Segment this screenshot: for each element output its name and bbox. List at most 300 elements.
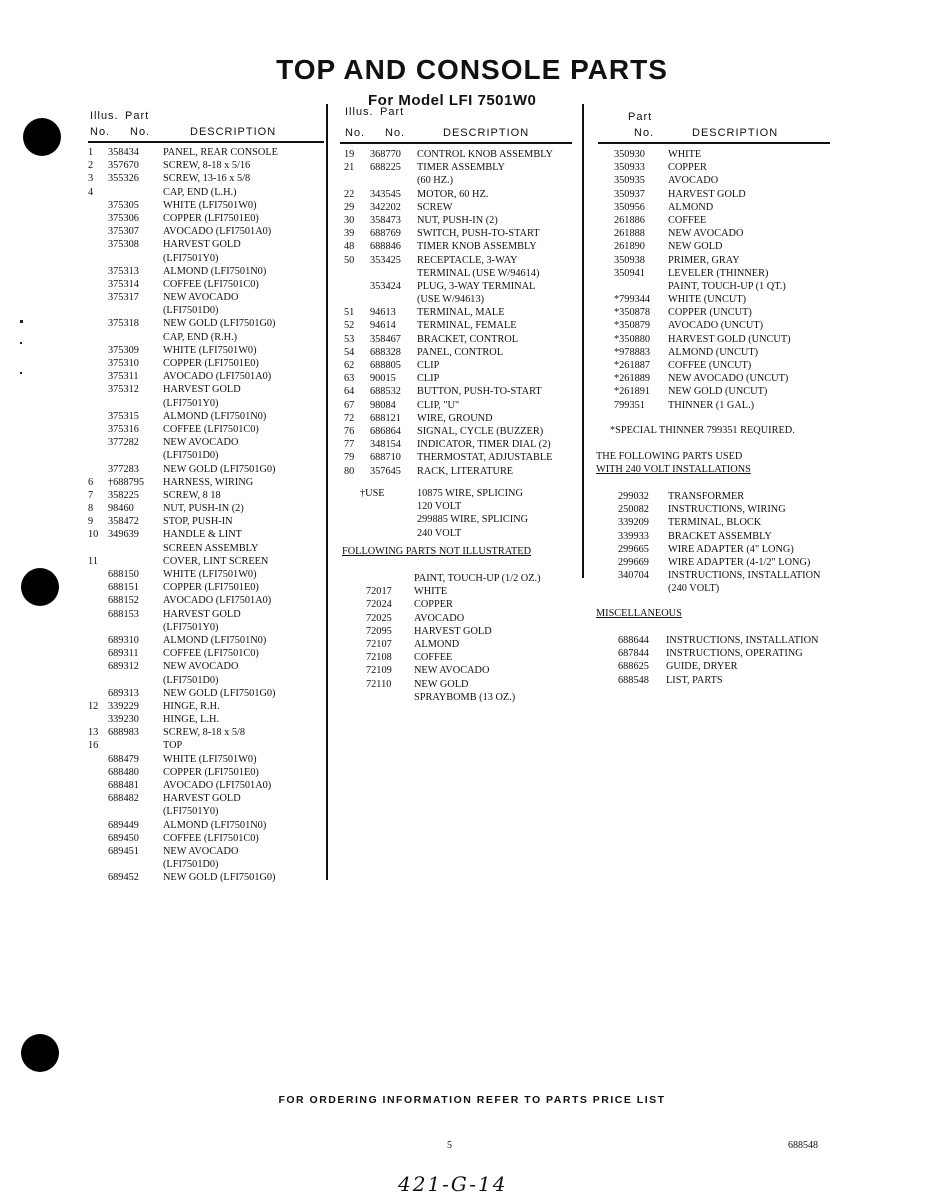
part-number: 357645 (370, 465, 401, 477)
description: ALMOND (LFI7501N0) (163, 634, 267, 646)
description: NUT, PUSH-IN (2) (417, 214, 498, 226)
part-number: 358472 (108, 516, 139, 528)
part-number: 689311 (108, 648, 139, 660)
parts-row (342, 500, 578, 513)
parts-row (342, 612, 578, 625)
illus-number: 51 (344, 307, 355, 319)
parts-row (598, 530, 838, 543)
illus-number: 2 (88, 160, 94, 172)
parts-row (598, 267, 838, 280)
description: INSTRUCTIONS, INSTALLATION (666, 635, 819, 646)
parts-row (88, 225, 324, 238)
parts-row (598, 569, 838, 582)
parts-row (342, 399, 578, 412)
part-number: 688151 (108, 582, 139, 594)
col1-description-header: DESCRIPTION (190, 126, 277, 138)
description: COVER, LINT SCREEN (163, 555, 269, 567)
part-number: 377282 (108, 437, 139, 449)
part-number: 375317 (108, 292, 139, 304)
part-number: *350880 (614, 333, 651, 345)
part-number: 688644 (618, 635, 649, 646)
parts-row (88, 766, 324, 779)
illus-number: 3 (88, 173, 94, 185)
description: HARVEST GOLD (163, 239, 241, 251)
illus-number: 77 (344, 439, 355, 451)
parts-row (88, 199, 324, 212)
description: NEW AVOCADO (163, 292, 239, 304)
description: PAINT, TOUCH-UP (1 QT.) (668, 280, 786, 292)
part-number: 687844 (618, 648, 649, 660)
description: (240 VOLT) (668, 583, 720, 595)
part-number: *261887 (614, 360, 651, 371)
col2-header-rule (340, 142, 572, 144)
illus-number: 63 (344, 373, 355, 385)
description: HARVEST GOLD (163, 608, 241, 620)
part-number: 72107 (366, 638, 392, 650)
description: NEW AVOCADO (163, 437, 239, 449)
parts-row (342, 651, 578, 664)
description: PRIMER, GRAY (668, 254, 740, 266)
description: ALMOND (UNCUT) (668, 346, 759, 358)
parts-row (598, 188, 838, 201)
part-number: 342202 (370, 201, 401, 213)
illus-number: 7 (88, 489, 94, 501)
description: (LFI7501D0) (163, 305, 219, 317)
parts-row (598, 333, 838, 346)
description: HARNESS, WIRING (163, 476, 254, 488)
col3-no-header: No. (634, 127, 655, 139)
parts-row (342, 678, 578, 691)
parts-row (342, 359, 578, 372)
illus-number: 21 (344, 162, 355, 174)
description: WHITE (LFI7501W0) (163, 569, 257, 580)
description: CAP, END (L.H.) (163, 186, 237, 198)
parts-row (342, 346, 578, 359)
description: WHITE (414, 586, 448, 598)
description: HARVEST GOLD (414, 625, 492, 637)
part-number: *799344 (614, 294, 651, 306)
parts-row (88, 858, 324, 871)
parts-row (598, 201, 838, 214)
description: WHITE (UNCUT) (668, 294, 747, 306)
part-number: 375309 (108, 344, 139, 356)
part-number: 339229 (108, 700, 139, 712)
parts-row (88, 700, 324, 713)
parts-row (88, 397, 324, 410)
part-number: 261888 (614, 228, 645, 240)
part-number: 799351 (614, 399, 645, 411)
parts-row (88, 819, 324, 832)
part-number: 72095 (366, 625, 392, 637)
illus-number: 6 (88, 476, 94, 488)
description: SPRAYBOMB (13 OZ.) (414, 691, 516, 703)
part-number: 688710 (370, 452, 401, 464)
parts-row (88, 713, 324, 726)
description: AVOCADO (414, 612, 465, 624)
part-number: 358434 (108, 147, 139, 158)
description: COPPER (LFI7501E0) (163, 582, 259, 594)
description: SCREW, 8-18 x 5/8 (163, 727, 246, 739)
parts-row (342, 319, 578, 332)
part-number: *261889 (614, 373, 651, 385)
description: WHITE (LFI7501W0) (163, 753, 257, 765)
part-number: †688795 (108, 476, 145, 488)
parts-row (88, 357, 324, 370)
col2-use-notes (342, 487, 578, 540)
description: BUTTON, PUSH-TO-START (417, 386, 542, 398)
description: NEW AVOCADO (163, 845, 239, 857)
description: INDICATOR, TIMER DIAL (2) (417, 439, 551, 451)
parts-row (342, 214, 578, 227)
col3-part-header: Part (628, 111, 653, 123)
illus-number: 64 (344, 386, 355, 398)
parts-row (598, 556, 838, 569)
description: COPPER (LFI7501E0) (163, 212, 259, 224)
part-number: 688482 (108, 793, 139, 805)
part-number: 72109 (366, 665, 392, 677)
parts-row (342, 412, 578, 425)
parts-row (88, 832, 324, 845)
illus-number: 22 (344, 188, 355, 200)
description: 299885 WIRE, SPLICING (417, 514, 529, 526)
part-number: 688769 (370, 228, 401, 240)
parts-row (342, 451, 578, 464)
parts-row (598, 148, 838, 161)
col3-paint-list (598, 148, 838, 412)
parts-row (598, 280, 838, 293)
part-number: 688328 (370, 346, 401, 358)
parts-row (598, 319, 838, 332)
part-number: 72017 (366, 586, 392, 598)
part-number: 299665 (618, 543, 649, 555)
parts-row (598, 346, 838, 359)
part-number: 261890 (614, 241, 645, 253)
col3-misc-heading: MISCELLANEOUS (596, 608, 682, 619)
part-number: 375305 (108, 199, 139, 211)
part-number: 350937 (614, 188, 645, 200)
part-number: 375308 (108, 239, 139, 251)
part-number: 375315 (108, 410, 139, 422)
parts-row (342, 333, 578, 346)
parts-row (88, 542, 324, 555)
part-number: 94613 (370, 307, 396, 319)
col3-header-rule (598, 142, 830, 144)
parts-row (342, 438, 578, 451)
description: (LFI7501D0) (163, 859, 219, 871)
description: HARVEST GOLD (668, 188, 746, 200)
parts-row (598, 582, 838, 595)
part-number: 689451 (108, 845, 139, 857)
description: TIMER ASSEMBLY (417, 162, 505, 174)
parts-row (88, 871, 324, 884)
part-number: 688481 (108, 780, 139, 791)
description: SCREW (417, 201, 453, 213)
description: TRANSFORMER (668, 491, 745, 502)
parts-row (88, 146, 324, 159)
parts-row (88, 370, 324, 383)
description: ALMOND (414, 638, 460, 650)
part-number: 343545 (370, 188, 401, 200)
part-number: 355326 (108, 173, 139, 185)
description: SIGNAL, CYCLE (BUZZER) (417, 425, 544, 437)
parts-row (88, 660, 324, 673)
part-number: 72025 (366, 612, 392, 624)
description: (60 HZ.) (417, 175, 454, 187)
description: RACK, LITERATURE (417, 465, 514, 477)
parts-row (88, 528, 324, 541)
description: TIMER KNOB ASSEMBLY (417, 241, 537, 253)
description: RECEPTACLE, 3-WAY (417, 254, 518, 266)
model-subtitle: For Model LFI 7501W0 (368, 92, 537, 109)
description: WIRE ADAPTER (4-1/2" LONG) (668, 556, 811, 568)
parts-row (598, 306, 838, 319)
parts-row (598, 516, 838, 529)
description: TERMINAL, MALE (417, 307, 505, 319)
parts-row (598, 240, 838, 253)
parts-row (88, 159, 324, 172)
parts-row (88, 331, 324, 344)
parts-row (88, 621, 324, 634)
illus-number: 53 (344, 333, 355, 345)
illus-number: 11 (88, 555, 98, 567)
illus-number: 79 (344, 452, 355, 464)
description: COPPER (414, 599, 453, 611)
parts-row (88, 594, 324, 607)
part-number: 688548 (618, 674, 649, 686)
parts-row (88, 265, 324, 278)
part-number: 688625 (618, 661, 649, 673)
page-number: 5 (447, 1140, 452, 1151)
description: (LFI7501Y0) (163, 806, 219, 818)
parts-row (88, 581, 324, 594)
part-number: *978883 (614, 346, 651, 358)
parts-row (88, 502, 324, 515)
parts-row (598, 647, 838, 660)
col3-section-240-line2: WITH 240 VOLT INSTALLATIONS (596, 464, 751, 475)
parts-row (88, 687, 324, 700)
parts-row (88, 568, 324, 581)
description: (LFI7501D0) (163, 450, 219, 462)
part-number: 339209 (618, 517, 649, 529)
illus-number: 29 (344, 201, 355, 213)
part-number: 94614 (370, 320, 396, 332)
description: 10875 WIRE, SPLICING (417, 488, 523, 499)
description: NEW AVOCADO (414, 665, 490, 677)
description: ALMOND (668, 201, 714, 213)
part-number: 350938 (614, 254, 645, 266)
part-number: 90015 (370, 373, 396, 385)
parts-row (598, 214, 838, 227)
parts-row (88, 476, 324, 489)
description: LIST, PARTS (666, 674, 723, 686)
description: HARVEST GOLD (163, 793, 241, 805)
parts-row (88, 449, 324, 462)
illus-number: 1 (88, 147, 94, 158)
part-number: 72024 (366, 599, 392, 611)
description: COPPER (LFI7501E0) (163, 766, 259, 778)
part-number: 375314 (108, 278, 139, 290)
description: HARVEST GOLD (163, 384, 241, 396)
part-number: 689450 (108, 832, 139, 844)
part-number: 375306 (108, 212, 139, 224)
description: WHITE (LFI7501W0) (163, 199, 257, 211)
part-number: 688479 (108, 753, 139, 765)
description: NEW AVOCADO (UNCUT) (668, 373, 789, 385)
description: TOP (163, 740, 183, 752)
parts-row (342, 572, 578, 585)
parts-row (88, 278, 324, 291)
parts-row (342, 425, 578, 438)
part-number: 98460 (108, 503, 134, 515)
illus-number: 10 (88, 529, 99, 541)
parts-row (342, 306, 578, 319)
parts-row (88, 252, 324, 265)
parts-row (598, 174, 838, 187)
part-number: 688480 (108, 766, 139, 778)
part-number: *261891 (614, 386, 651, 398)
illus-number: 52 (344, 320, 355, 332)
description: AVOCADO (668, 175, 719, 187)
part-number: 339933 (618, 530, 649, 542)
part-number: 375307 (108, 226, 139, 238)
description: COPPER (UNCUT) (668, 307, 752, 319)
parts-row (88, 726, 324, 739)
description: NEW GOLD (LFI7501G0) (163, 687, 276, 699)
parts-row (88, 317, 324, 330)
description: AVOCADO (UNCUT) (668, 320, 764, 332)
description: AVOCADO (LFI7501A0) (163, 226, 272, 238)
description: NEW AVOCADO (163, 661, 239, 673)
parts-row (88, 674, 324, 687)
description: COFFEE (414, 652, 453, 664)
column-divider-1 (326, 104, 328, 880)
parts-row (88, 608, 324, 621)
description: NEW GOLD (414, 678, 469, 690)
description: THINNER (1 GAL.) (668, 399, 755, 411)
part-number: *350878 (614, 307, 651, 319)
parts-row (342, 280, 578, 293)
part-number: *350879 (614, 320, 651, 332)
parts-row (598, 293, 838, 306)
parts-row (598, 254, 838, 267)
col3-thinner-note: *SPECIAL THINNER 799351 REQUIRED. (610, 425, 795, 436)
description: SCREW, 13-16 x 5/8 (163, 173, 251, 185)
description: HINGE, R.H. (163, 700, 220, 712)
description: (USE W/94613) (417, 294, 485, 306)
parts-row (342, 625, 578, 638)
part-number: 348154 (370, 439, 401, 451)
parts-row (88, 304, 324, 317)
col1-partno-header: No. (130, 126, 151, 138)
parts-row (342, 227, 578, 240)
description: 120 VOLT (417, 501, 462, 513)
col2-no-header: No. (345, 127, 366, 139)
description: SWITCH, PUSH-TO-START (417, 228, 540, 240)
description: INSTRUCTIONS, WIRING (668, 504, 786, 516)
parts-row (88, 489, 324, 502)
description: PLUG, 3-WAY TERMINAL (417, 280, 536, 292)
parts-row (88, 845, 324, 858)
illus-number: 72 (344, 412, 355, 424)
illus-number: 50 (344, 254, 355, 266)
illus-number: 62 (344, 360, 355, 371)
parts-row (598, 385, 838, 398)
description: ALMOND (LFI7501N0) (163, 410, 267, 422)
part-number: 299032 (618, 491, 649, 502)
part-number: 368770 (370, 149, 401, 160)
parts-row (342, 293, 578, 306)
parts-row (598, 543, 838, 556)
column-divider-2 (582, 104, 584, 578)
col2-partno-header: No. (385, 127, 406, 139)
illus-number: 39 (344, 228, 355, 240)
description: NEW GOLD (LFI7501G0) (163, 872, 276, 884)
part-number: 349639 (108, 529, 139, 541)
description: (LFI7501Y0) (163, 621, 219, 633)
description: SCREW, 8 18 (163, 489, 221, 501)
illus-number: 76 (344, 425, 355, 437)
part-number: 375310 (108, 358, 139, 369)
part-number: 340704 (618, 570, 649, 582)
parts-row (598, 660, 838, 673)
description: NUT, PUSH-IN (2) (163, 503, 244, 515)
parts-row (342, 527, 578, 540)
parts-row (342, 267, 578, 280)
part-number: 688846 (370, 241, 401, 253)
description: CAP, END (R.H.) (163, 331, 238, 343)
col1-no-header: No. (90, 126, 111, 138)
parts-row (88, 634, 324, 647)
parts-row (342, 201, 578, 214)
part-number: 350930 (614, 149, 645, 160)
description: COFFEE (UNCUT) (668, 360, 752, 371)
parts-row (598, 490, 838, 503)
parts-row (342, 174, 578, 187)
parts-row (342, 148, 578, 161)
parts-row (88, 515, 324, 528)
parts-row (88, 423, 324, 436)
parts-row (598, 634, 838, 647)
parts-row (342, 254, 578, 267)
description: STOP, PUSH-IN (163, 516, 233, 528)
part-number: 689312 (108, 661, 139, 673)
illus-number: 9 (88, 516, 94, 528)
col2-parts-list (342, 148, 578, 478)
parts-row (342, 598, 578, 611)
parts-row (342, 664, 578, 677)
description: HARVEST GOLD (UNCUT) (668, 333, 791, 345)
parts-row (342, 240, 578, 253)
part-number: 688983 (108, 727, 139, 739)
parts-row (342, 487, 578, 500)
part-number: 688532 (370, 386, 401, 398)
parts-row (598, 674, 838, 687)
parts-row (342, 465, 578, 478)
illus-number: 16 (88, 740, 99, 752)
description: CONTROL KNOB ASSEMBLY (417, 149, 553, 160)
parts-row (598, 503, 838, 516)
illus-number: 4 (88, 186, 94, 198)
part-number: 350933 (614, 162, 645, 174)
description: GUIDE, DRYER (666, 661, 738, 673)
description: INSTRUCTIONS, INSTALLATION (668, 570, 821, 582)
parts-row (88, 172, 324, 185)
part-number: 689452 (108, 872, 139, 884)
parts-row (342, 513, 578, 526)
description: COFFEE (668, 214, 707, 226)
illus-number: 54 (344, 346, 355, 358)
illus-number: 19 (344, 149, 355, 160)
